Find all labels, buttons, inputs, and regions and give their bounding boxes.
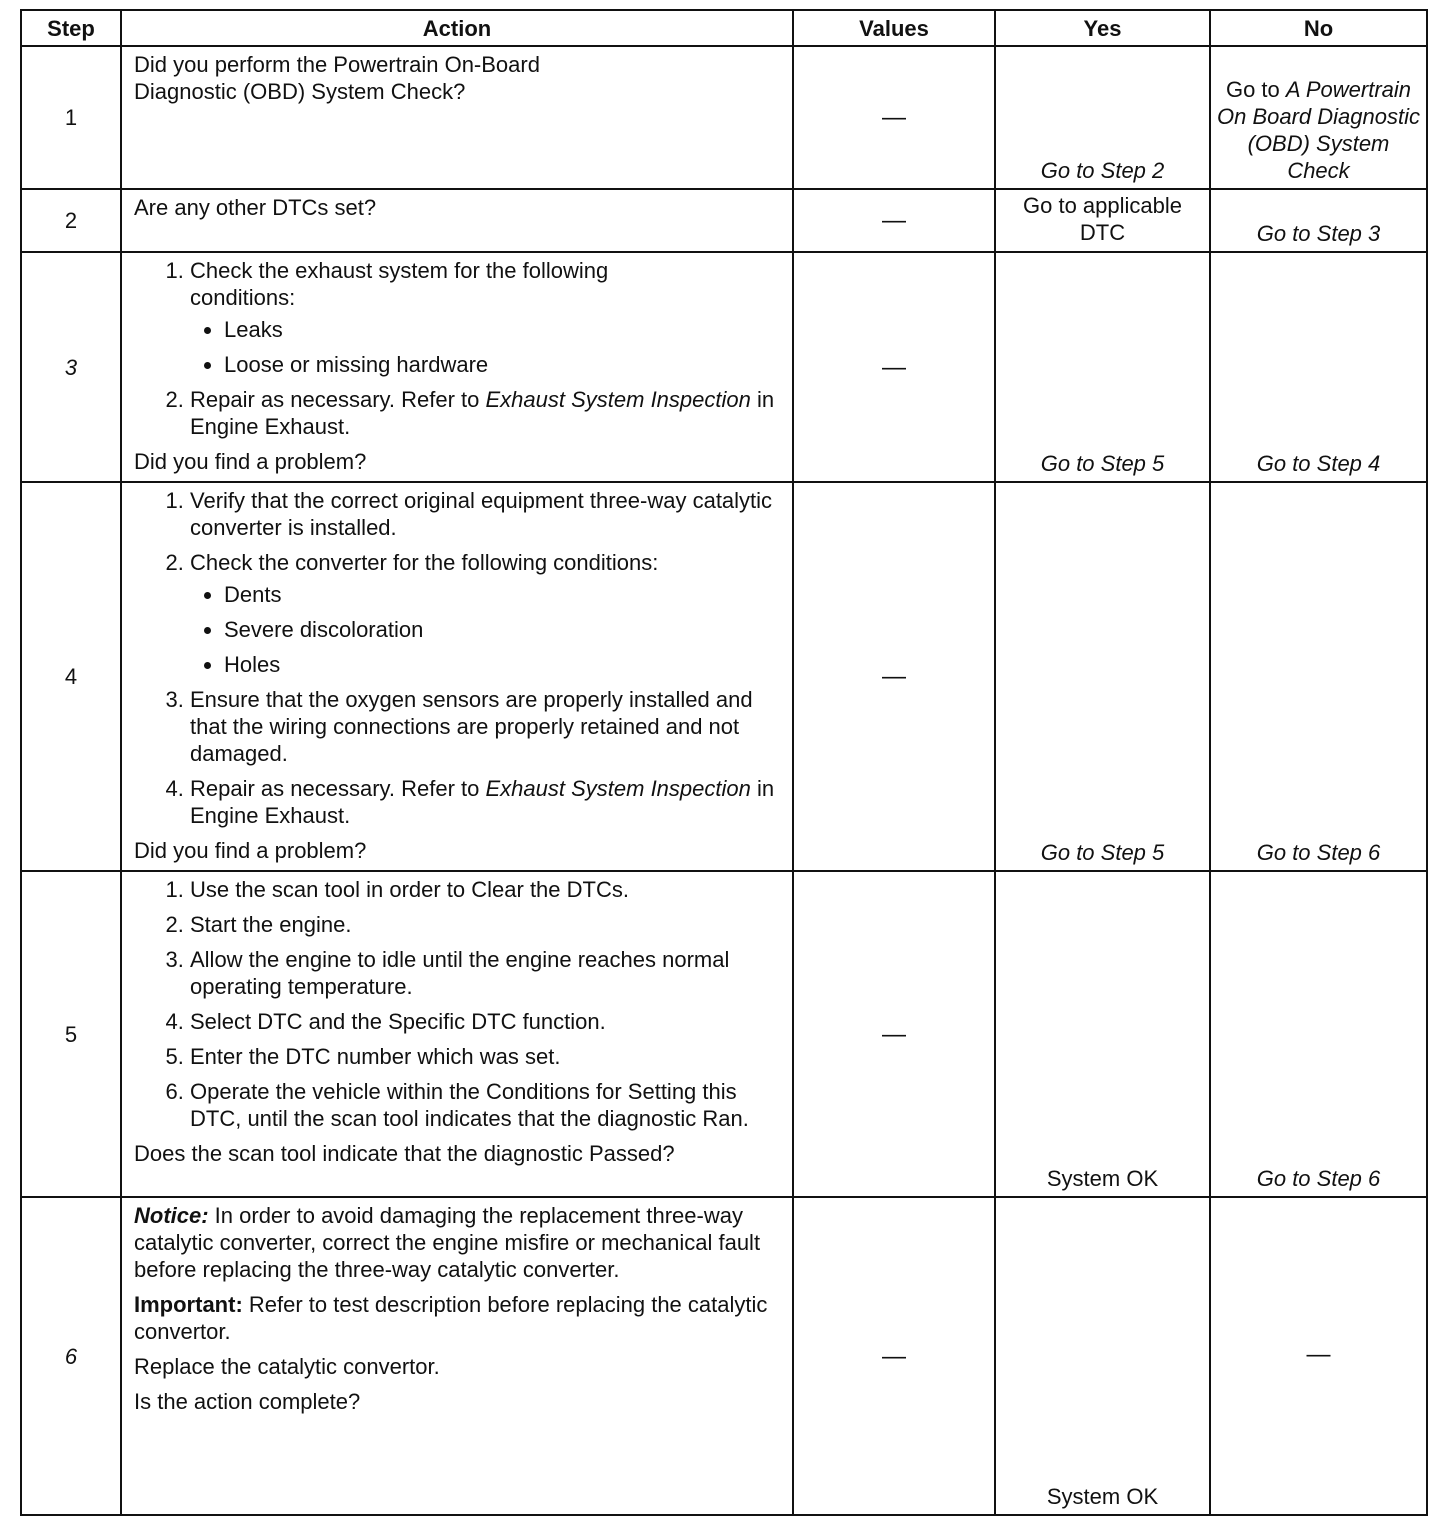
table-row [21,189,1427,252]
condition-item: • Severe discoloration [224,616,780,643]
action-text: Did you perform the Powertrain On-Board Diagnostic (OBD) System Check? [134,52,540,104]
condition-list [190,581,780,678]
values-cell: — [793,46,995,189]
header-step: Step [21,10,121,46]
yes-cell: System OK [995,871,1210,1197]
question-text: Is the action complete? [134,1389,361,1414]
replace-text: Replace the catalytic convertor. [134,1354,440,1379]
yes-cell: Go to Step 2 [995,46,1210,189]
action-step [190,775,780,829]
yes-cell: Go to Step 5 [995,252,1210,482]
table-row [21,46,1427,189]
condition-item: • Loose or missing hardware [224,351,780,378]
question-text: Does the scan tool indicate that the diagnostic Passed? [134,1141,675,1166]
values-cell: — [793,252,995,482]
header-action: Action [121,10,793,46]
condition-item: • Leaks [224,316,780,343]
action-step [190,946,780,1000]
step-number: 6 [21,1197,121,1515]
diagnostic-table [20,9,1428,1516]
action-cell [121,46,793,189]
action-step [190,549,780,678]
action-step: 1. Use the scan tool in order to Clear the DTCs. [190,876,780,903]
action-step [190,386,780,440]
action-cell [121,1197,793,1515]
yes-cell [995,189,1210,252]
header-values: Values [793,10,995,46]
action-step: 1. Verify that the correct original equipment three-way catalytic converter is installed. [190,487,780,541]
yes-cell: System OK [995,1197,1210,1515]
no-cell: Go to Step 3 [1210,189,1427,252]
important-label: Important: [134,1292,243,1317]
action-step: 2. Start the engine. [190,911,780,938]
action-step-text: Operate the vehicle within the Conditions for Setting this DTC, until the scan tool indicates that the diagnostic Ran. [190,1079,749,1131]
values-cell: — [793,482,995,871]
no-cell [1210,46,1427,189]
important-text: Refer to test description before replacing the catalytic convertor. [134,1292,768,1344]
reference-link[interactable]: Exhaust System Inspection [485,776,751,801]
condition-item: • Holes [224,651,780,678]
question-text: Did you find a problem? [134,838,367,863]
table-row [21,482,1427,871]
notice-paragraph [134,1202,780,1283]
action-step-text: Repair as necessary. Refer to [190,776,486,801]
reference-link[interactable]: Exhaust System Inspection [485,387,751,412]
condition-item: • Dents [224,581,780,608]
action-step-text: Repair as necessary. Refer to [190,387,486,412]
action-step-text: Check the converter for the following conditions: [190,550,659,575]
no-cell: Go to Step 4 [1210,252,1427,482]
action-step [190,1078,780,1132]
no-cell: — [1210,1197,1427,1515]
table-row [21,252,1427,482]
action-steps [134,487,780,829]
no-link: A Powertrain On Board Diagnostic (OBD) System Check [1217,77,1420,183]
values-cell: — [793,871,995,1197]
notice-text: In order to avoid damaging the replacement three-way catalytic converter, correct the engine misfire or mechanical fault before replacing the three-way catalytic converter. [134,1203,761,1282]
action-steps [134,876,780,1132]
step-number: 2 [21,189,121,252]
step-number: 5 [21,871,121,1197]
action-step-text: Allow the engine to idle until the engine reaches normal operating temperature. [190,947,730,999]
yes-cell: Go to Step 5 [995,482,1210,871]
table-row [21,1197,1427,1515]
values-cell: — [793,1197,995,1515]
no-cell: Go to Step 6 [1210,482,1427,871]
action-step-text: Check the exhaust system for the following conditions: [190,258,609,310]
action-step: 3. Ensure that the oxygen sensors are properly installed and that the wiring connections are properly retained and not damaged. [190,686,780,767]
yes-text: Go to applicable DTC [1023,192,1182,245]
important-paragraph [134,1291,780,1345]
action-step-text: in Engine Exhaust. [190,776,775,828]
action-cell [121,482,793,871]
question-text: Did you find a problem? [134,449,367,474]
step-number: 3 [21,252,121,482]
step-number: 1 [21,46,121,189]
action-step-text: in Engine Exhaust. [190,387,775,439]
no-cell: Go to Step 6 [1210,871,1427,1197]
table-row [21,871,1427,1197]
action-step [190,257,780,378]
no-prefix: Go to [1225,77,1286,102]
values-cell: — [793,189,995,252]
step-number: 4 [21,482,121,871]
action-cell [121,252,793,482]
notice-label: Notice: [134,1203,209,1228]
header-row [21,10,1427,46]
action-cell [121,871,793,1197]
header-yes: Yes [995,10,1210,46]
action-step: 5. Enter the DTC number which was set. [190,1043,780,1070]
condition-list [190,316,780,378]
action-cell [121,189,793,252]
action-text: Are any other DTCs set? [134,195,377,220]
action-steps [134,257,780,440]
header-no: No [1210,10,1427,46]
action-step: 4. Select DTC and the Specific DTC function. [190,1008,780,1035]
